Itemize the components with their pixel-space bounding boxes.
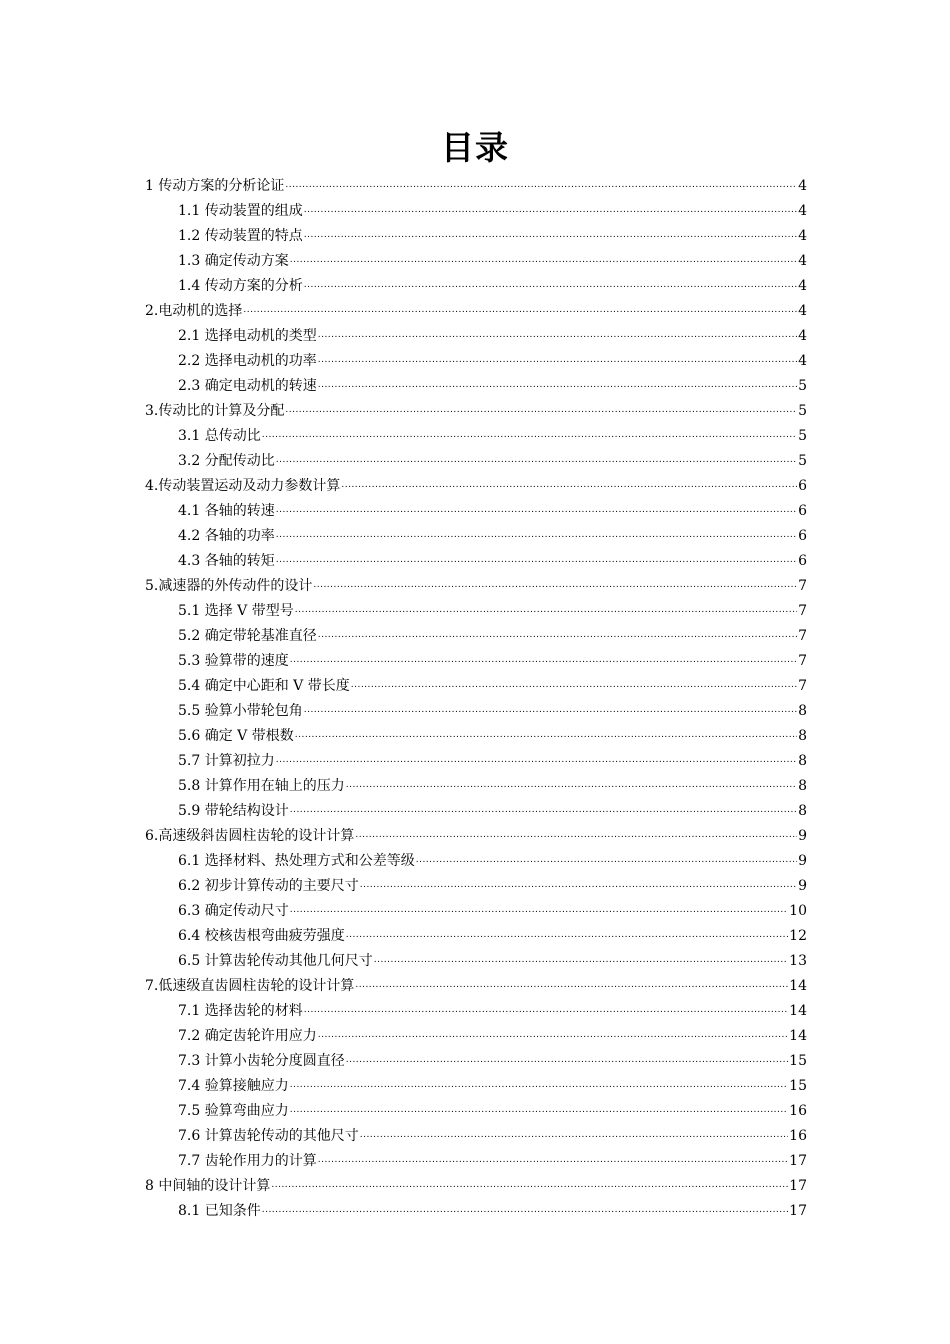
toc-dot-leader <box>276 501 797 519</box>
toc-dot-leader <box>276 751 797 769</box>
toc-entry-text: 6.2 初步计算传动的主要尺寸 <box>178 878 359 894</box>
toc-page-number: 12 <box>789 928 807 944</box>
toc-entry-text: 4.1 各轴的转速 <box>178 503 275 519</box>
toc-entry-section[interactable] <box>145 799 807 824</box>
toc-entry-text: 5.2 确定带轮基准直径 <box>178 628 317 644</box>
toc-entry-chapter[interactable] <box>145 1174 807 1199</box>
toc-dot-leader <box>262 426 797 444</box>
toc-page-number: 4 <box>798 228 807 244</box>
toc-dot-leader <box>290 801 797 819</box>
toc-dot-leader <box>360 876 797 894</box>
toc-list <box>145 174 807 1224</box>
toc-page-number: 5 <box>798 428 807 444</box>
toc-entry-section[interactable] <box>145 324 807 349</box>
toc-page-number: 16 <box>789 1103 807 1119</box>
toc-entry-text: 5.6 确定 V 带根数 <box>178 728 294 744</box>
toc-entry-text: 6.高速级斜齿圆柱齿轮的设计计算 <box>145 828 355 844</box>
toc-page-number: 8 <box>798 703 807 719</box>
toc-dot-leader <box>304 1001 788 1019</box>
toc-entry-text: 5.7 计算初拉力 <box>178 753 275 769</box>
toc-page-number: 17 <box>789 1178 807 1194</box>
toc-dot-leader <box>290 651 797 669</box>
toc-entry-text: 1.4 传动方案的分析 <box>178 278 303 294</box>
toc-entry-section[interactable] <box>145 899 807 924</box>
toc-page-number: 7 <box>798 678 807 694</box>
toc-dot-leader <box>416 851 797 869</box>
toc-entry-text: 1.2 传动装置的特点 <box>178 228 303 244</box>
toc-entry-section[interactable] <box>145 924 807 949</box>
toc-page-number: 8 <box>798 803 807 819</box>
toc-entry-chapter[interactable] <box>145 299 807 324</box>
toc-entry-section[interactable] <box>145 549 807 574</box>
toc-page-number: 14 <box>789 978 807 994</box>
toc-title: 目录 <box>441 128 509 167</box>
toc-entry-text: 2.电动机的选择 <box>145 303 243 319</box>
toc-entry-text: 2.2 选择电动机的功率 <box>178 353 317 369</box>
toc-entry-section[interactable] <box>145 749 807 774</box>
toc-dot-leader <box>318 1151 788 1169</box>
toc-dot-leader <box>351 676 797 694</box>
toc-page-number: 4 <box>798 353 807 369</box>
toc-dot-leader <box>304 276 797 294</box>
toc-entry-text: 6.4 校核齿根弯曲疲劳强度 <box>178 928 345 944</box>
toc-page-number: 5 <box>798 378 807 394</box>
toc-entry-section[interactable] <box>145 724 807 749</box>
toc-entry-section[interactable] <box>145 774 807 799</box>
toc-entry-section[interactable] <box>145 699 807 724</box>
toc-dot-leader <box>304 201 797 219</box>
toc-dot-leader <box>360 1126 788 1144</box>
toc-entry-text: 6.5 计算齿轮传动其他几何尺寸 <box>178 953 373 969</box>
toc-entry-text: 4.3 各轴的转矩 <box>178 553 275 569</box>
toc-dot-leader <box>346 926 788 944</box>
toc-dot-leader <box>318 1026 788 1044</box>
toc-page-number: 15 <box>789 1078 807 1094</box>
toc-dot-leader <box>318 326 797 344</box>
toc-entry-text: 5.1 选择 V 带型号 <box>178 603 294 619</box>
toc-entry-text: 6.1 选择材料、热处理方式和公差等级 <box>178 853 415 869</box>
toc-entry-text: 8 中间轴的设计计算 <box>145 1178 271 1194</box>
toc-entry-chapter[interactable] <box>145 399 807 424</box>
toc-page-number: 4 <box>798 253 807 269</box>
toc-entry-section[interactable] <box>145 1149 807 1174</box>
toc-entry-text: 1.1 传动装置的组成 <box>178 203 303 219</box>
toc-page-number: 5 <box>798 403 807 419</box>
toc-page-number: 5 <box>798 453 807 469</box>
toc-entry-chapter[interactable] <box>145 824 807 849</box>
toc-dot-leader <box>355 976 788 994</box>
toc-entry-section[interactable] <box>145 499 807 524</box>
toc-entry-text: 7.2 确定齿轮许用应力 <box>178 1028 317 1044</box>
toc-entry-section[interactable] <box>145 224 807 249</box>
toc-page-number: 7 <box>798 578 807 594</box>
toc-entry-section[interactable] <box>145 524 807 549</box>
toc-page-number: 4 <box>798 203 807 219</box>
toc-dot-leader <box>295 601 797 619</box>
toc-entry-text: 7.5 验算弯曲应力 <box>178 1103 289 1119</box>
toc-entry-section[interactable] <box>145 449 807 474</box>
toc-entry-chapter[interactable] <box>145 174 807 199</box>
toc-entry-section[interactable] <box>145 1199 807 1224</box>
toc-entry-section[interactable] <box>145 249 807 274</box>
toc-page-number: 15 <box>789 1053 807 1069</box>
toc-entry-section[interactable] <box>145 874 807 899</box>
toc-entry-text: 5.9 带轮结构设计 <box>178 803 289 819</box>
toc-dot-leader <box>285 176 797 194</box>
toc-entry-text: 5.8 计算作用在轴上的压力 <box>178 778 345 794</box>
toc-page-number: 14 <box>789 1028 807 1044</box>
toc-entry-text: 4.传动装置运动及动力参数计算 <box>145 478 341 494</box>
toc-page-number: 4 <box>798 303 807 319</box>
toc-dot-leader <box>276 551 797 569</box>
toc-entry-chapter[interactable] <box>145 474 807 499</box>
toc-entry-text: 7.7 齿轮作用力的计算 <box>178 1153 317 1169</box>
toc-dot-leader <box>271 1176 788 1194</box>
toc-dot-leader <box>346 776 797 794</box>
toc-dot-leader <box>318 351 797 369</box>
toc-dot-leader <box>262 1201 788 1219</box>
toc-page-number: 7 <box>798 603 807 619</box>
toc-entry-section[interactable] <box>145 1024 807 1049</box>
toc-entry-text: 5.3 验算带的速度 <box>178 653 289 669</box>
toc-entry-text: 5.减速器的外传动件的设计 <box>145 578 313 594</box>
toc-entry-text: 2.3 确定电动机的转速 <box>178 378 317 394</box>
toc-page-number: 6 <box>798 478 807 494</box>
toc-dot-leader <box>313 576 797 594</box>
toc-entry-section[interactable] <box>145 1124 807 1149</box>
toc-dot-leader <box>341 476 797 494</box>
toc-dot-leader <box>355 826 797 844</box>
toc-entry-section[interactable] <box>145 199 807 224</box>
toc-page-number: 6 <box>798 553 807 569</box>
toc-entry-section[interactable] <box>145 349 807 374</box>
toc-dot-leader <box>290 1076 788 1094</box>
toc-entry-section[interactable] <box>145 999 807 1024</box>
toc-entry-section[interactable] <box>145 674 807 699</box>
toc-entry-section[interactable] <box>145 599 807 624</box>
toc-page-number: 10 <box>789 903 807 919</box>
toc-dot-leader <box>290 251 797 269</box>
toc-entry-text: 7.1 选择齿轮的材料 <box>178 1003 303 1019</box>
toc-entry-text: 5.4 确定中心距和 V 带长度 <box>178 678 350 694</box>
toc-entry-chapter[interactable] <box>145 974 807 999</box>
toc-page-number: 9 <box>798 853 807 869</box>
toc-page-number: 8 <box>798 728 807 744</box>
toc-entry-text: 1 传动方案的分析论证 <box>145 178 285 194</box>
toc-entry-chapter[interactable] <box>145 574 807 599</box>
toc-dot-leader <box>304 226 797 244</box>
toc-page-number: 4 <box>798 328 807 344</box>
toc-entry-text: 7.4 验算接触应力 <box>178 1078 289 1094</box>
toc-dot-leader <box>374 951 788 969</box>
toc-entry-section[interactable] <box>145 374 807 399</box>
toc-entry-section[interactable] <box>145 1049 807 1074</box>
toc-entry-text: 3.2 分配传动比 <box>178 453 275 469</box>
toc-page-number: 7 <box>798 628 807 644</box>
toc-dot-leader <box>276 526 797 544</box>
toc-dot-leader <box>285 401 797 419</box>
toc-dot-leader <box>318 626 797 644</box>
toc-entry-section[interactable] <box>145 849 807 874</box>
toc-entry-section[interactable] <box>145 649 807 674</box>
toc-dot-leader <box>346 1051 788 1069</box>
toc-dot-leader <box>290 1101 788 1119</box>
toc-entry-text: 1.3 确定传动方案 <box>178 253 289 269</box>
toc-page-number: 7 <box>798 653 807 669</box>
toc-entry-text: 2.1 选择电动机的类型 <box>178 328 317 344</box>
toc-dot-leader <box>243 301 797 319</box>
toc-page-number: 8 <box>798 753 807 769</box>
toc-page-number: 16 <box>789 1128 807 1144</box>
toc-entry-text: 4.2 各轴的功率 <box>178 528 275 544</box>
toc-dot-leader <box>276 451 797 469</box>
toc-page-number: 14 <box>789 1003 807 1019</box>
toc-entry-text: 8.1 已知条件 <box>178 1203 261 1219</box>
toc-dot-leader <box>318 376 797 394</box>
toc-page-number: 6 <box>798 503 807 519</box>
toc-entry-text: 3.传动比的计算及分配 <box>145 403 285 419</box>
toc-page-number: 6 <box>798 528 807 544</box>
toc-page-number: 13 <box>789 953 807 969</box>
toc-page-number: 4 <box>798 278 807 294</box>
toc-page-number: 8 <box>798 778 807 794</box>
toc-entry-text: 7.低速级直齿圆柱齿轮的设计计算 <box>145 978 355 994</box>
toc-entry-text: 3.1 总传动比 <box>178 428 261 444</box>
toc-entry-section[interactable] <box>145 624 807 649</box>
toc-entry-text: 7.3 计算小齿轮分度圆直径 <box>178 1053 345 1069</box>
toc-dot-leader <box>295 726 797 744</box>
toc-entry-text: 6.3 确定传动尺寸 <box>178 903 289 919</box>
toc-page-number: 9 <box>798 878 807 894</box>
toc-entry-text: 7.6 计算齿轮传动的其他尺寸 <box>178 1128 359 1144</box>
toc-dot-leader <box>304 701 797 719</box>
toc-dot-leader <box>290 901 788 919</box>
toc-entry-section[interactable] <box>145 1099 807 1124</box>
toc-page-number: 4 <box>798 178 807 194</box>
toc-page-number: 9 <box>798 828 807 844</box>
toc-entry-section[interactable] <box>145 274 807 299</box>
toc-entry-text: 5.5 验算小带轮包角 <box>178 703 303 719</box>
toc-page-number: 17 <box>789 1203 807 1219</box>
toc-entry-section[interactable] <box>145 424 807 449</box>
toc-page-number: 17 <box>789 1153 807 1169</box>
toc-entry-section[interactable] <box>145 949 807 974</box>
toc-entry-section[interactable] <box>145 1074 807 1099</box>
